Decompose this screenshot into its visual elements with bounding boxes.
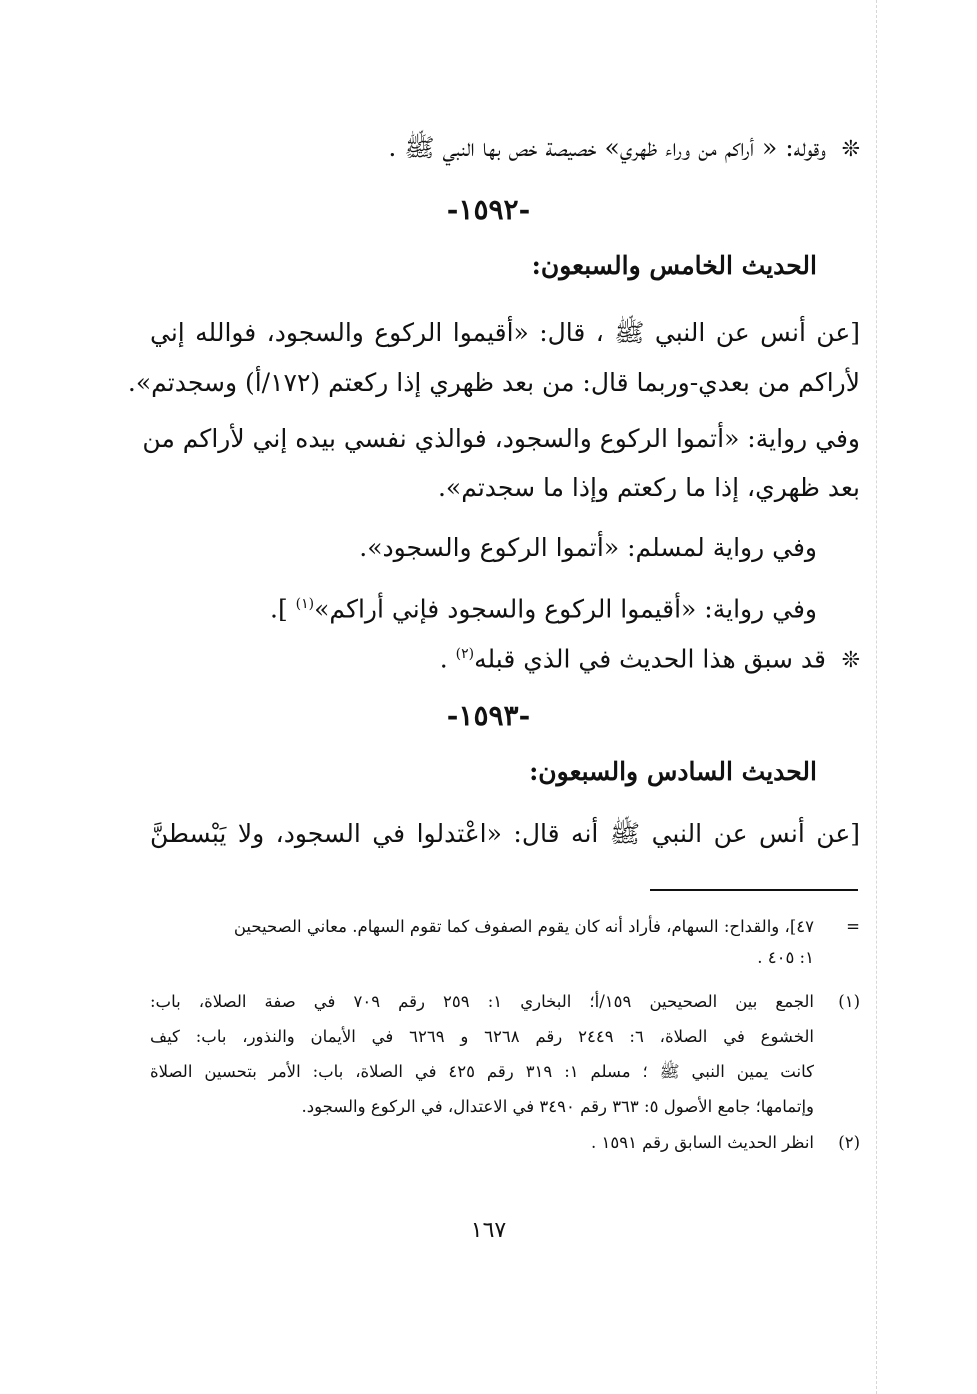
- asterism-icon: ❊: [841, 137, 860, 162]
- hadith-1593-text-line-1: [عن أنس عن النبي ﷺ أنه قال: «اعْتدلوا في السجود، ولا يَبْسطنَّ: [150, 819, 860, 848]
- hadith-1592-text-line-2: لأراكم من بعدي-وربما قال: من بعد ظهري إذا ركعتم (١٧٢/أ) وسجدتم».: [127, 368, 860, 397]
- hadith-1592-text-line-1: [عن أنس عن النبي ﷺ ، قال: «أقيموا الركوع والسجود، فوالله إني: [150, 318, 860, 347]
- hadith-heading-1592: الحديث الخامس والسبعون:: [531, 251, 817, 280]
- hadith-number-1593: -١٥٩٣-: [446, 699, 531, 732]
- riwaya-3-text: وفي رواية: «أقيموا الركوع والسجود فإني أراكم»: [314, 594, 817, 624]
- footnote-1-text-1: الجمع بين الصحيحين ١٥٩/أ؛ البخاري ١: ٢٥٩ رقم ٧٠٩ في صفة الصلاة، باب:: [150, 992, 815, 1011]
- hadith-heading-1593: الحديث السادس والسبعون:: [529, 757, 817, 786]
- riwaya-1-line-2: بعد ظهري، إذا ما ركعتم وإذا ما سجدتم».: [437, 473, 860, 502]
- hadith-1592-note: [150, 637, 860, 678]
- page-number: ١٦٧: [470, 1218, 507, 1243]
- footnote-continued-line-2: ١: ٤٠٥ .: [757, 948, 814, 967]
- asterism-icon: ❊: [841, 648, 860, 674]
- note-end: .: [439, 644, 456, 674]
- riwaya-1-line-1: وفي رواية: «أتموا الركوع والسجود، فوالذي نفسي بيده إني لأراكم من: [142, 424, 860, 453]
- footnote-1-line-1: [150, 990, 860, 1014]
- footnote-1-line-2: الخشوع في الصلاة، ٦: ٢٤٤٩ رقم ٦٢٦٨ و ٦٢٦٩ في الأيمان والنذور، باب: كيف: [150, 1027, 815, 1046]
- riwaya-3-end: ].: [270, 594, 296, 624]
- footnote-continued-text: ٤٧]، والقداح: السهام، فأراد أنه كان يقوم الصفوف كما تقوم السهام. معاني الصحيحين: [233, 917, 814, 936]
- comment-text: وقوله: « أراكم من وراء ظهري» خصيصة خص بها النبي ﷺ .: [388, 133, 826, 162]
- footnote-continued-line-1: [150, 915, 860, 939]
- footnote-separator: [650, 889, 858, 891]
- footnote-ref-2[interactable]: (٢): [455, 646, 475, 662]
- footnote-2-mark: (٢): [838, 1133, 860, 1152]
- footnote-2-line-1: [150, 1131, 860, 1155]
- continuation-mark: =: [846, 917, 860, 936]
- riwaya-3: [150, 587, 817, 626]
- footnote-1-line-4: وإتمامها؛ جامع الأصول ٥: ٣٦٣ رقم ٣٤٩٠ في الاعتدال، في الركوع والسجود.: [301, 1097, 814, 1116]
- footnote-2-text: انظر الحديث السابق رقم ١٥٩١ .: [590, 1133, 814, 1152]
- hadith-number-1592: -١٥٩٢-: [446, 193, 531, 226]
- footnote-ref-1[interactable]: (١): [295, 596, 315, 612]
- previous-hadith-comment: [150, 131, 860, 167]
- note-text: قد سبق هذا الحديث في الذي قبله: [474, 644, 826, 674]
- riwaya-muslim: وفي رواية لمسلم: «أتموا الركوع والسجود».: [359, 533, 817, 562]
- footnote-1-mark: (١): [838, 992, 861, 1011]
- footnote-1-line-3: كانت يمين النبي ﷺ ؛ مسلم ١: ٣١٩ رقم ٤٢٥ في الصلاة، باب: الأمر بتحسين الصلاة: [150, 1062, 814, 1081]
